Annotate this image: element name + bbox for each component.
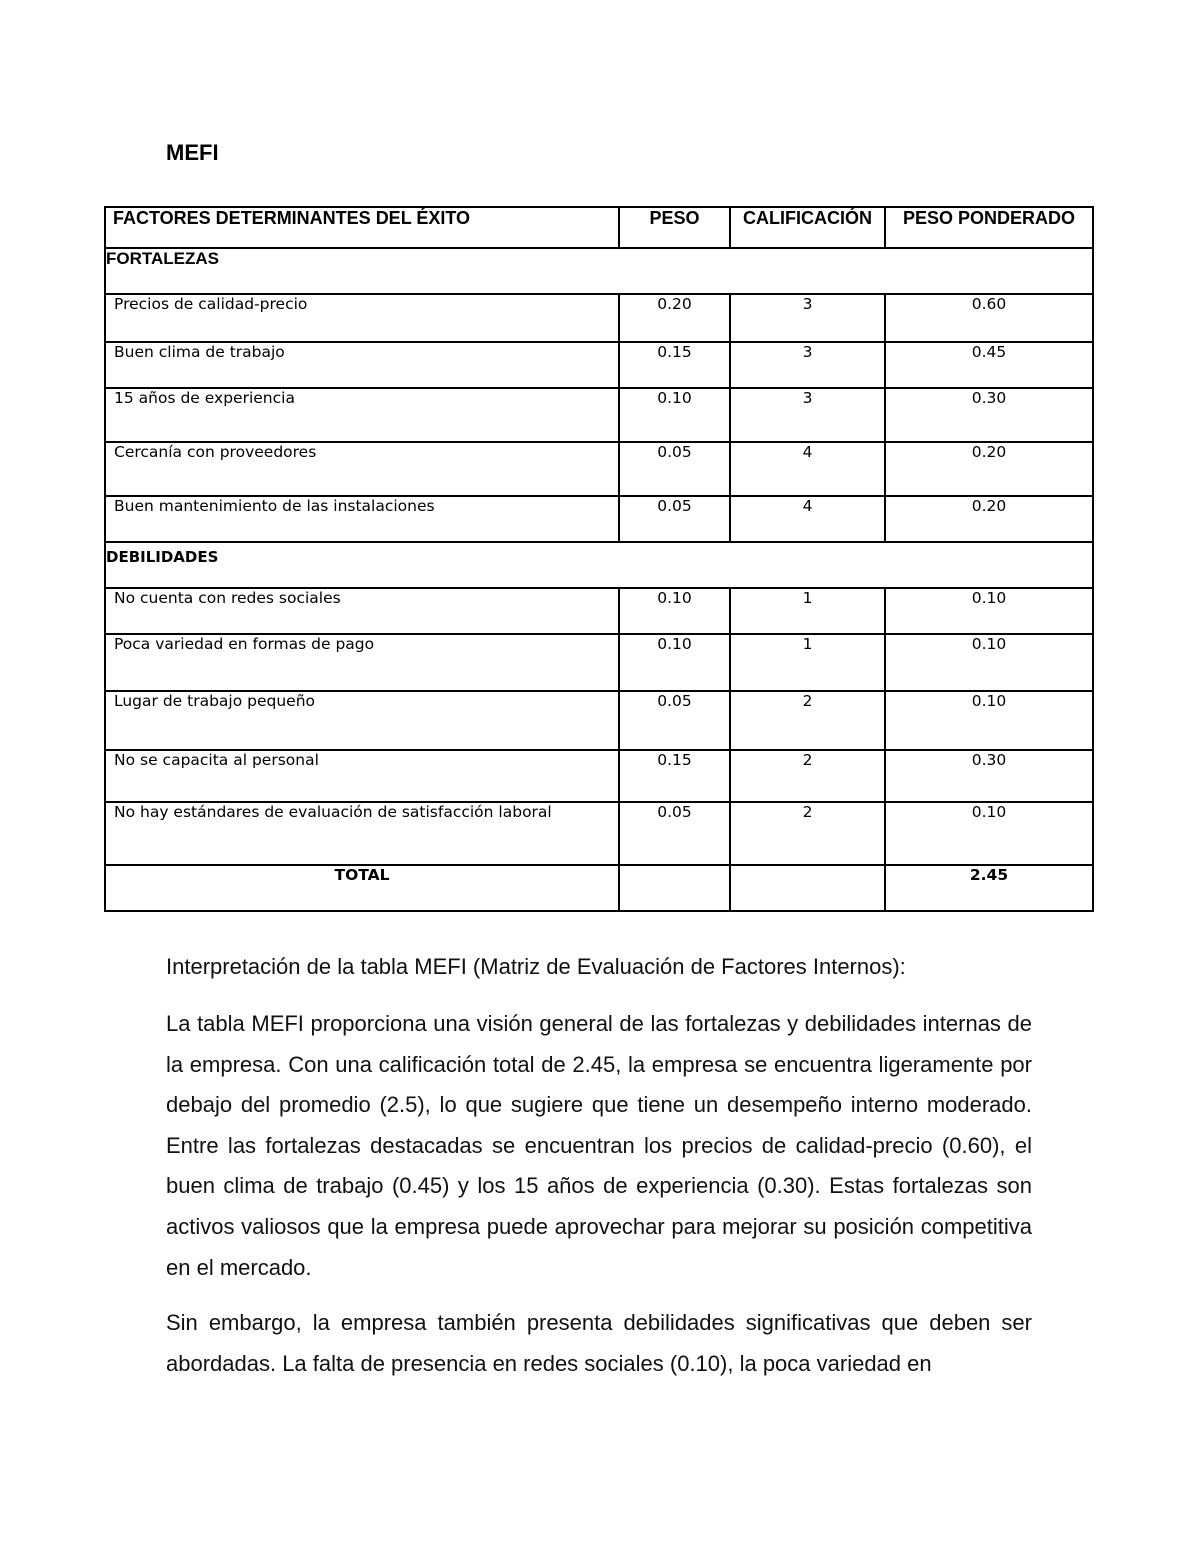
peso-cell: 0.15 bbox=[619, 342, 730, 388]
calificacion-cell: 2 bbox=[730, 750, 885, 802]
factor-cell: No cuenta con redes sociales bbox=[105, 588, 619, 634]
peso-cell: 0.05 bbox=[619, 802, 730, 865]
section-label-debilidades: DEBILIDADES bbox=[105, 542, 1093, 588]
calificacion-cell: 2 bbox=[730, 691, 885, 750]
peso-cell: 0.10 bbox=[619, 634, 730, 691]
table-row bbox=[105, 588, 1093, 634]
header-calificacion: CALIFICACIÓN bbox=[730, 207, 885, 248]
table-row bbox=[105, 294, 1093, 342]
interpretation-heading: Interpretación de la tabla MEFI (Matriz de Evaluación de Factores Internos): bbox=[166, 954, 906, 979]
table-row bbox=[105, 691, 1093, 750]
ponderado-cell: 0.10 bbox=[885, 802, 1093, 865]
ponderado-cell: 0.20 bbox=[885, 496, 1093, 542]
peso-cell: 0.10 bbox=[619, 388, 730, 442]
ponderado-cell: 0.20 bbox=[885, 442, 1093, 496]
ponderado-cell: 0.30 bbox=[885, 750, 1093, 802]
calificacion-cell: 4 bbox=[730, 442, 885, 496]
factor-cell: No se capacita al personal bbox=[105, 750, 619, 802]
table-row bbox=[105, 342, 1093, 388]
table-row bbox=[105, 388, 1093, 442]
header-peso: PESO bbox=[619, 207, 730, 248]
ponderado-cell: 0.10 bbox=[885, 588, 1093, 634]
calificacion-cell: 3 bbox=[730, 294, 885, 342]
table-row bbox=[105, 442, 1093, 496]
section-row-fortalezas bbox=[105, 248, 1093, 294]
calificacion-cell: 3 bbox=[730, 342, 885, 388]
factor-cell: Poca variedad en formas de pago bbox=[105, 634, 619, 691]
factor-cell: 15 años de experiencia bbox=[105, 388, 619, 442]
peso-cell: 0.20 bbox=[619, 294, 730, 342]
ponderado-cell: 0.30 bbox=[885, 388, 1093, 442]
calificacion-cell: 2 bbox=[730, 802, 885, 865]
factor-cell: Buen clima de trabajo bbox=[105, 342, 619, 388]
table-header-row bbox=[105, 207, 1093, 248]
table-row bbox=[105, 750, 1093, 802]
section-row-debilidades bbox=[105, 542, 1093, 588]
table-row bbox=[105, 496, 1093, 542]
factor-cell: No hay estándares de evaluación de satisfacción laboral bbox=[105, 802, 619, 865]
ponderado-cell: 0.10 bbox=[885, 634, 1093, 691]
factor-cell: Precios de calidad-precio bbox=[105, 294, 619, 342]
ponderado-cell: 0.10 bbox=[885, 691, 1093, 750]
peso-cell: 0.10 bbox=[619, 588, 730, 634]
interpretation-paragraph-2: Sin embargo, la empresa también presenta debilidades significativas que deben ser abordadas. La falta de presencia en redes sociales (0.10), la poca variedad en bbox=[166, 1310, 1032, 1376]
ponderado-cell: 0.60 bbox=[885, 294, 1093, 342]
peso-cell: 0.05 bbox=[619, 691, 730, 750]
total-label: TOTAL bbox=[105, 865, 619, 911]
calificacion-cell: 4 bbox=[730, 496, 885, 542]
table-row bbox=[105, 802, 1093, 865]
calificacion-cell: 3 bbox=[730, 388, 885, 442]
peso-cell: 0.05 bbox=[619, 496, 730, 542]
interpretation-paragraph-1: La tabla MEFI proporciona una visión general de las fortalezas y debilidades internas de la empresa. Con una calificación total de 2.45, la empresa se encuentra ligeramente por debajo del promedio (2.5), lo que sugiere que tiene un desempeño interno moderado. Entre las fortalezas destacadas se encuentran los precios de calidad-precio (0.60), el buen clima de trabajo (0.45) y los 15 años de experiencia (0.30). Estas fortalezas son activos valiosos que la empresa puede aprovechar para mejorar su posición competitiva en el mercado. bbox=[166, 1011, 1032, 1280]
calificacion-cell: 1 bbox=[730, 588, 885, 634]
section-label-fortalezas: FORTALEZAS bbox=[105, 248, 1093, 294]
peso-cell: 0.15 bbox=[619, 750, 730, 802]
peso-cell: 0.05 bbox=[619, 442, 730, 496]
total-calificacion-cell bbox=[730, 865, 885, 911]
total-ponderado-cell: 2.45 bbox=[885, 865, 1093, 911]
header-peso-ponderado: PESO PONDERADO bbox=[885, 207, 1093, 248]
total-row bbox=[105, 865, 1093, 911]
calificacion-cell: 1 bbox=[730, 634, 885, 691]
mefi-table bbox=[104, 206, 1094, 912]
table-row bbox=[105, 634, 1093, 691]
factor-cell: Lugar de trabajo pequeño bbox=[105, 691, 619, 750]
header-factores: FACTORES DETERMINANTES DEL ÉXITO bbox=[105, 207, 619, 248]
document-title: MEFI bbox=[166, 140, 219, 165]
factor-cell: Buen mantenimiento de las instalaciones bbox=[105, 496, 619, 542]
factor-cell: Cercanía con proveedores bbox=[105, 442, 619, 496]
total-peso-cell bbox=[619, 865, 730, 911]
ponderado-cell: 0.45 bbox=[885, 342, 1093, 388]
